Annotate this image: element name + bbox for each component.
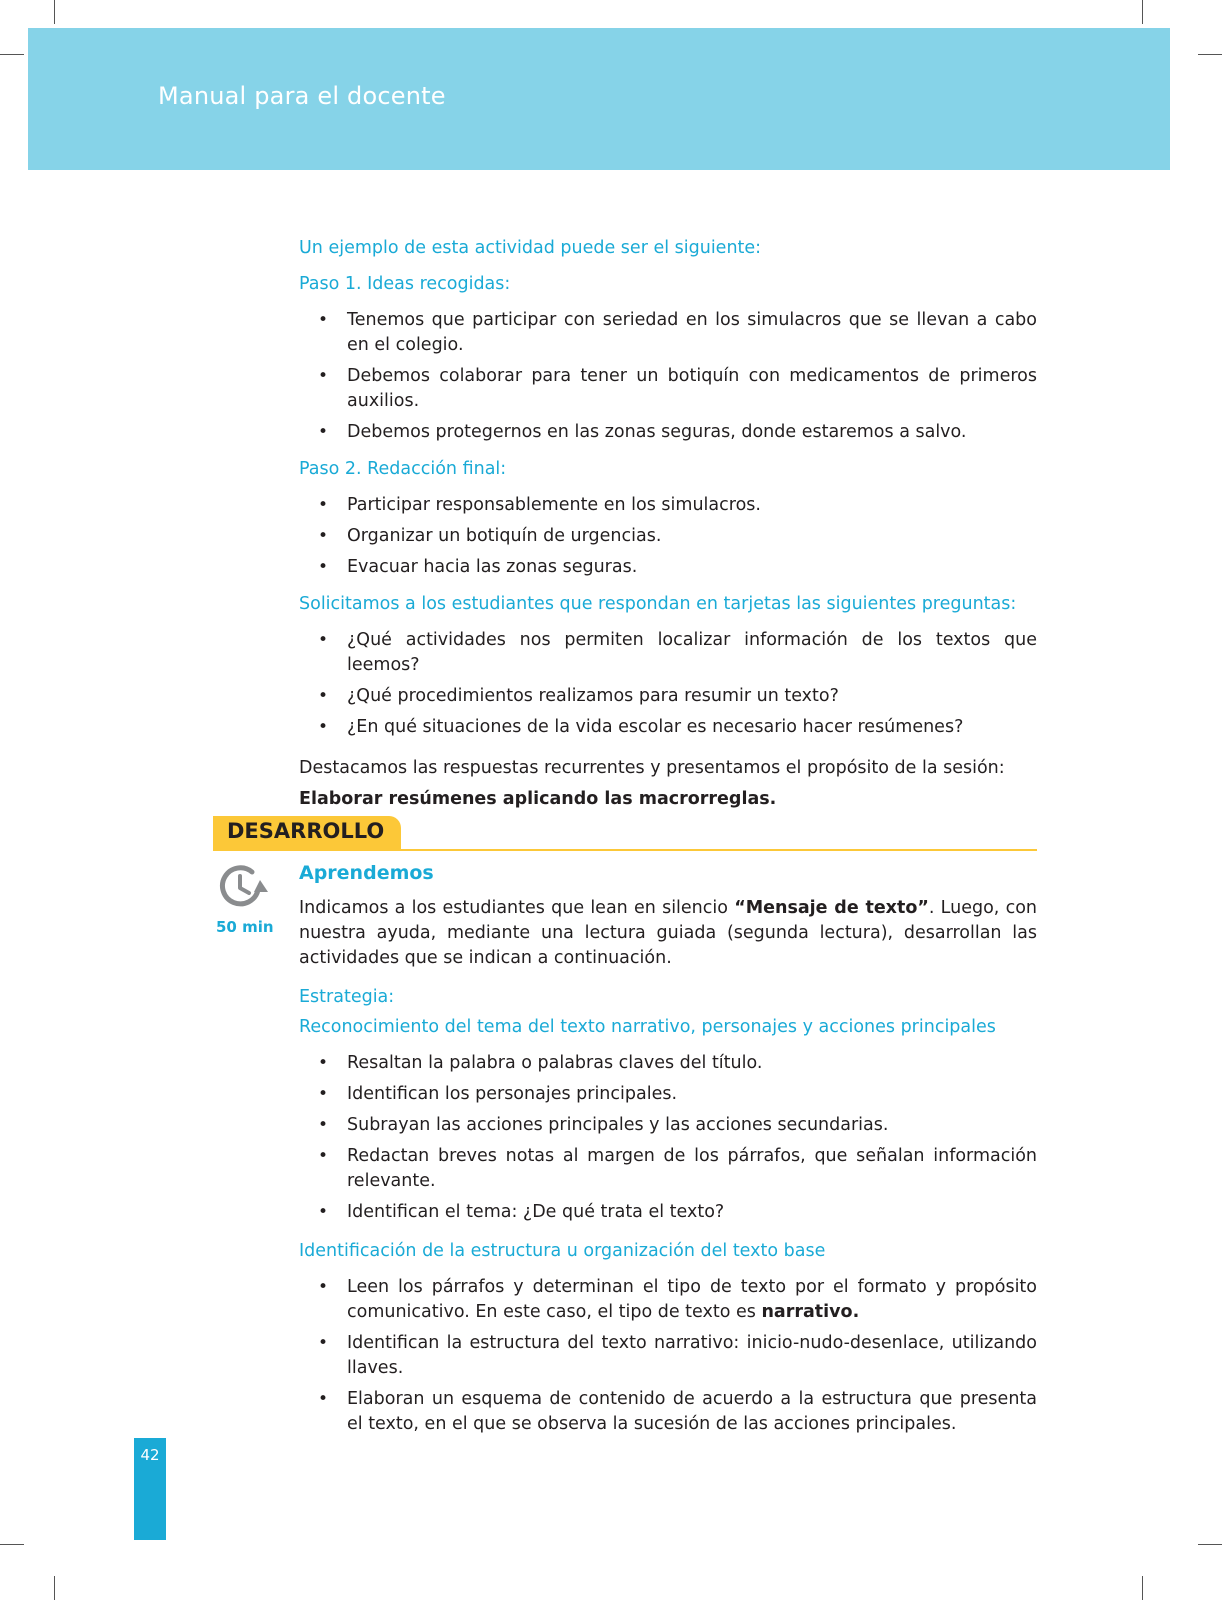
crop-mark	[1142, 1576, 1143, 1600]
step2-list	[299, 493, 1037, 580]
bullet: •	[318, 1146, 329, 1166]
bullet: •	[318, 526, 329, 546]
structure-title: Identificación de la estructura u organización del texto base	[299, 1241, 826, 1261]
bullet: •	[318, 557, 329, 577]
list-item: • ¿Qué procedimientos realizamos para resumir un texto?	[299, 684, 1037, 709]
bullet: •	[318, 1115, 329, 1135]
aprendemos-paragraph: Indicamos a los estudiantes que lean en silencio “Mensaje de texto”. Luego, con nuestra ayuda, mediante una lectura guiada (segunda lectura), desarrollan las actividades que se indican a continuación.	[299, 898, 1037, 968]
crop-mark	[0, 1544, 24, 1545]
duration-label: 50 min	[216, 918, 274, 936]
purpose-text: Destacamos las respuestas recurrentes y presentamos el propósito de la sesión:	[299, 758, 1005, 778]
clock-icon	[218, 862, 270, 910]
list-item: • ¿En qué situaciones de la vida escolar es necesario hacer resúmenes?	[299, 715, 1037, 740]
list-item: • Elaboran un esquema de contenido de acuerdo a la estructura que presenta el texto, en el que se observa la sucesión de las acciones principales.	[318, 1389, 1037, 1434]
crop-mark	[0, 54, 24, 55]
list-item: • Evacuar hacia las zonas seguras.	[299, 555, 1037, 580]
list-item: • Debemos colaborar para tener un botiquín con medicamentos de primeros auxilios.	[318, 366, 1037, 411]
bullet: •	[318, 686, 329, 706]
strategy-title: Reconocimiento del tema del texto narrativo, personajes y acciones principales	[299, 1017, 996, 1037]
list-item: • Resaltan la palabra o palabras claves del título.	[299, 1051, 1037, 1076]
aprendemos-title: Aprendemos	[299, 862, 434, 884]
crop-mark	[1142, 0, 1143, 24]
section-header	[213, 816, 1037, 852]
bullet: •	[318, 1333, 329, 1353]
list-item: • Tenemos que participar con seriedad en los simulacros que se llevan a cabo en el colegio.	[318, 310, 1037, 355]
bullet: •	[318, 630, 329, 650]
structure-list	[299, 1275, 1037, 1437]
crop-mark	[1198, 54, 1222, 55]
section-rule	[213, 849, 1037, 851]
example-lead: Un ejemplo de esta actividad puede ser el siguiente:	[299, 238, 762, 258]
bullet: •	[318, 366, 329, 386]
section-title: DESARROLLO	[227, 819, 385, 843]
list-item: • Organizar un botiquín de urgencias.	[299, 524, 1037, 549]
intro-content	[299, 236, 1037, 812]
list-item: • ¿Qué actividades nos permiten localizar información de los textos que leemos?	[318, 630, 1037, 675]
crop-mark	[1198, 1544, 1222, 1545]
page-number: 42	[140, 1446, 160, 1464]
bullet: •	[318, 1084, 329, 1104]
desarrollo-content	[299, 860, 1037, 1449]
list-item: • Redactan breves notas al margen de los párrafos, que señalan información relevante.	[318, 1146, 1037, 1191]
crop-mark	[54, 0, 55, 24]
bullet: •	[318, 1277, 329, 1297]
list-item: • Identifican los personajes principales.	[299, 1082, 1037, 1107]
bullet: •	[318, 422, 329, 442]
crop-mark	[54, 1576, 55, 1600]
bullet: •	[318, 1053, 329, 1073]
bullet: •	[318, 1389, 329, 1409]
bullet: •	[318, 495, 329, 515]
bullet: •	[318, 310, 329, 330]
step1-list	[299, 308, 1037, 445]
step2-label: Paso 2. Redacción final:	[299, 459, 507, 479]
bullet: •	[318, 717, 329, 737]
strategy-label: Estrategia:	[299, 987, 395, 1007]
step1-label: Paso 1. Ideas recogidas:	[299, 274, 511, 294]
purpose-bold: Elaborar resúmenes aplicando las macrorreglas.	[299, 789, 777, 809]
list-item: • Debemos protegernos en las zonas seguras, donde estaremos a salvo.	[299, 420, 1037, 445]
list-item: • Leen los párrafos y determinan el tipo de texto por el formato y propósito comunicativo. En este caso, el tipo de texto es narrativo.	[318, 1277, 1037, 1322]
header-title: Manual para el docente	[158, 82, 446, 110]
list-item: • Participar responsablemente en los simulacros.	[299, 493, 1037, 518]
strategy-list	[299, 1051, 1037, 1225]
questions-lead: Solicitamos a los estudiantes que respondan en tarjetas las siguientes preguntas:	[299, 594, 1017, 614]
section-tab	[213, 816, 401, 850]
bullet: •	[318, 1202, 329, 1222]
list-item: • Identifican la estructura del texto narrativo: inicio-nudo-desenlace, utilizando llaves.	[318, 1333, 1037, 1378]
page-number-tab	[134, 1438, 166, 1540]
list-item: • Subrayan las acciones principales y las acciones secundarias.	[299, 1113, 1037, 1138]
questions-list	[299, 628, 1037, 740]
list-item: • Identifican el tema: ¿De qué trata el texto?	[299, 1200, 1037, 1225]
